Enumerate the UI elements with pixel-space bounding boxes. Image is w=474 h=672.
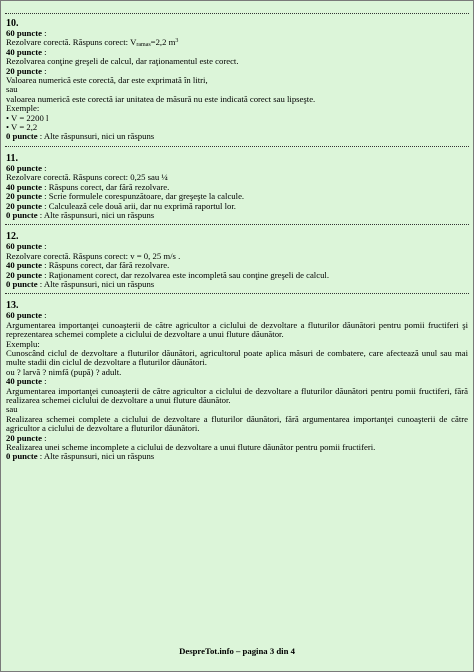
- criteria-text: Valoarea numerică este corectă, dar este exprimată în litri,: [6, 75, 208, 86]
- item-number: 12.: [6, 231, 19, 243]
- score-label: 60 puncte: [6, 241, 42, 252]
- score-label: 0 puncte: [6, 209, 38, 220]
- answer-section-12: 12. 60 puncte : Rezolvare corectă. Răspuns corect: v = 0, 25 m/s . 40 puncte : Răspuns corect, dar fără rezolvare. 20 puncte : Raţionament corect, dar rezolvarea este incompletă sau conţine greşeli de calcul. 0 puncte : Alte răspunsuri, nici un răspuns: [1, 231, 473, 289]
- score-label: 40 puncte: [6, 46, 42, 57]
- criteria-paragraph: Argumentarea importanţei cunoaşterii de către agricultor a ciclului de dezvoltare a fluturilor dăunători pentru pomii fructiferi, fără realizarea schemei ciclului de dezvoltare a unui fluture dăunător.: [6, 385, 468, 405]
- answer-section-13: 13. 60 puncte : Argumentarea importanţei cunoaşterii de către agricultor a ciclului de dezvoltare a fluturilor dăunători pentru pomii fructiferi şi reprezentarea schemei complete a ciclului de dezvoltare a unui fluture dăunător. Exemplu: Cunoscând ciclul de dezvoltare a fluturilor dăunători, agricultorul poate aplica măsuri de combatere, care afectează unul sau mai multe stadii din ciclul de dezvoltare a fluturilor dăunători. ou ? larvă ? nimfă (pupă) ? adult. 40 puncte : Argumentarea importanţei cunoaşterii de către agricultor a ciclului de dezvoltare a fluturilor dăunători pentru pomii fructiferi, fără realizarea schemei ciclului de dezvoltare a unui fluture dăunător. sau Realizarea schemei complete a ciclului de dezvoltare a fluturilor dăunători, fără argumentarea importanţei cunoaşterii de către agricultor a ciclului de dezvoltare a fluturilor dăunători. 20 puncte : Realizarea unei scheme incomplete a ciclului de dezvoltare a unui fluture dăunător pentru pomii fructiferi. 0 puncte : Alte răspunsuri, nici un răspuns: [6, 300, 468, 462]
- answer-line: Rezolvare corectă. Răspuns corect: 0,25 sau ¼: [6, 172, 168, 183]
- example-item: • V = 2,2: [6, 122, 38, 133]
- score-label: 20 puncte: [6, 65, 42, 76]
- answer-line: Rezolvare corectă. Răspuns corect: v = 0, 25 m/s .: [6, 250, 181, 261]
- criteria-paragraph: Realizarea schemei complete a ciclului de dezvoltare a fluturilor dăunători, fără argumentarea importanţei cunoaşterii de către agricultor a ciclului de dezvoltare a fluturilor dăunători.: [6, 413, 468, 434]
- item-number: 10.: [6, 18, 19, 29]
- answer-section-11: 11. 60 puncte : Rezolvare corectă. Răspuns corect: 0,25 sau ¼ 40 puncte : Răspuns corect, dar fără rezolvare. 20 puncte : Scrie formulele corespunzătoare, dar greşeşte la calcule. 20 puncte : Calculează cele două arii, dar nu exprimă raportul lor. 0 puncte : Alte răspunsuri, nici un răspuns: [1, 153, 473, 220]
- example-item: • V = 2200 l: [6, 112, 49, 123]
- dotted-divider: [5, 224, 469, 225]
- score-label: 40 puncte: [6, 181, 42, 192]
- criteria-text: sau: [6, 404, 18, 415]
- item-number: 13.: [6, 300, 19, 312]
- score-label: 0 puncte: [6, 451, 38, 462]
- score-label: 40 puncte: [6, 376, 42, 387]
- page-footer: DespreTot.info – pagina 3 din 4: [179, 646, 295, 656]
- examples-label: Exemple:: [6, 103, 40, 114]
- score-label: 20 puncte: [6, 200, 42, 211]
- score-label: 20 puncte: [6, 191, 42, 202]
- score-label: 0 puncte: [6, 278, 38, 289]
- criteria-text: Realizarea unei scheme incomplete a ciclului de dezvoltare a unui fluture dăunător pentru pomii fructiferi.: [6, 442, 376, 453]
- score-label: 20 puncte: [6, 269, 42, 280]
- criteria-text: Rezolvarea conţine greşeli de calcul, dar raţionamentul este corect.: [6, 56, 239, 67]
- score-label: 0 puncte: [6, 131, 38, 142]
- example-label: Exemplu:: [6, 338, 40, 349]
- criteria-paragraph: Cunoscând ciclul de dezvoltare a fluturilor dăunători, agricultorul poate aplica măsuri de combatere, care afectează unul sau mai multe stadii din ciclul de dezvoltare a fluturilor dăunători.: [6, 347, 468, 368]
- dotted-divider: [5, 13, 469, 14]
- dotted-divider: [5, 293, 469, 294]
- answer-line: Rezolvare corectă. Răspuns corect: $V_{ramas}=2,2$ $m^3$: [6, 37, 179, 49]
- score-label: 20 puncte: [6, 432, 42, 443]
- answer-section-10: 10. 60 puncte : Rezolvare corectă. Răspuns corect: $V_{ramas}=2,2$ $m^3$ 40 puncte : Rezolvarea conţine greşeli de calcul, dar raţionamentul este corect. 20 puncte : Valoarea numerică este corectă, dar este exprimată în litri, sau valoarea numerică este corectă iar unitatea de măsură nu este indicată corect sau lipseşte. Exemple: • V = 2200 l • V = 2,2 0 puncte : Alte răspunsuri, nici un răspuns: [1, 18, 473, 142]
- criteria-text: valoarea numerică este corectă iar unitatea de măsură nu este indicată corect sau lipseşte.: [6, 93, 316, 104]
- life-cycle-scheme: ou ? larvă ? nimfă (pupă) ? adult.: [6, 366, 122, 377]
- score-label: 60 puncte: [6, 162, 42, 173]
- score-label: 60 puncte: [6, 310, 42, 321]
- score-label: 40 puncte: [6, 260, 42, 271]
- dotted-divider: [5, 146, 469, 147]
- criteria-text: sau: [6, 84, 18, 95]
- criteria-paragraph: Argumentarea importanţei cunoaşterii de către agricultor a ciclului de dezvoltare a fluturilor dăunători pentru pomii fructiferi şi reprezentarea schemei complete a ciclului de dezvoltare a unui fluture dăunător.: [6, 319, 468, 340]
- item-number: 11.: [6, 152, 18, 164]
- score-label: 60 puncte: [6, 28, 42, 38]
